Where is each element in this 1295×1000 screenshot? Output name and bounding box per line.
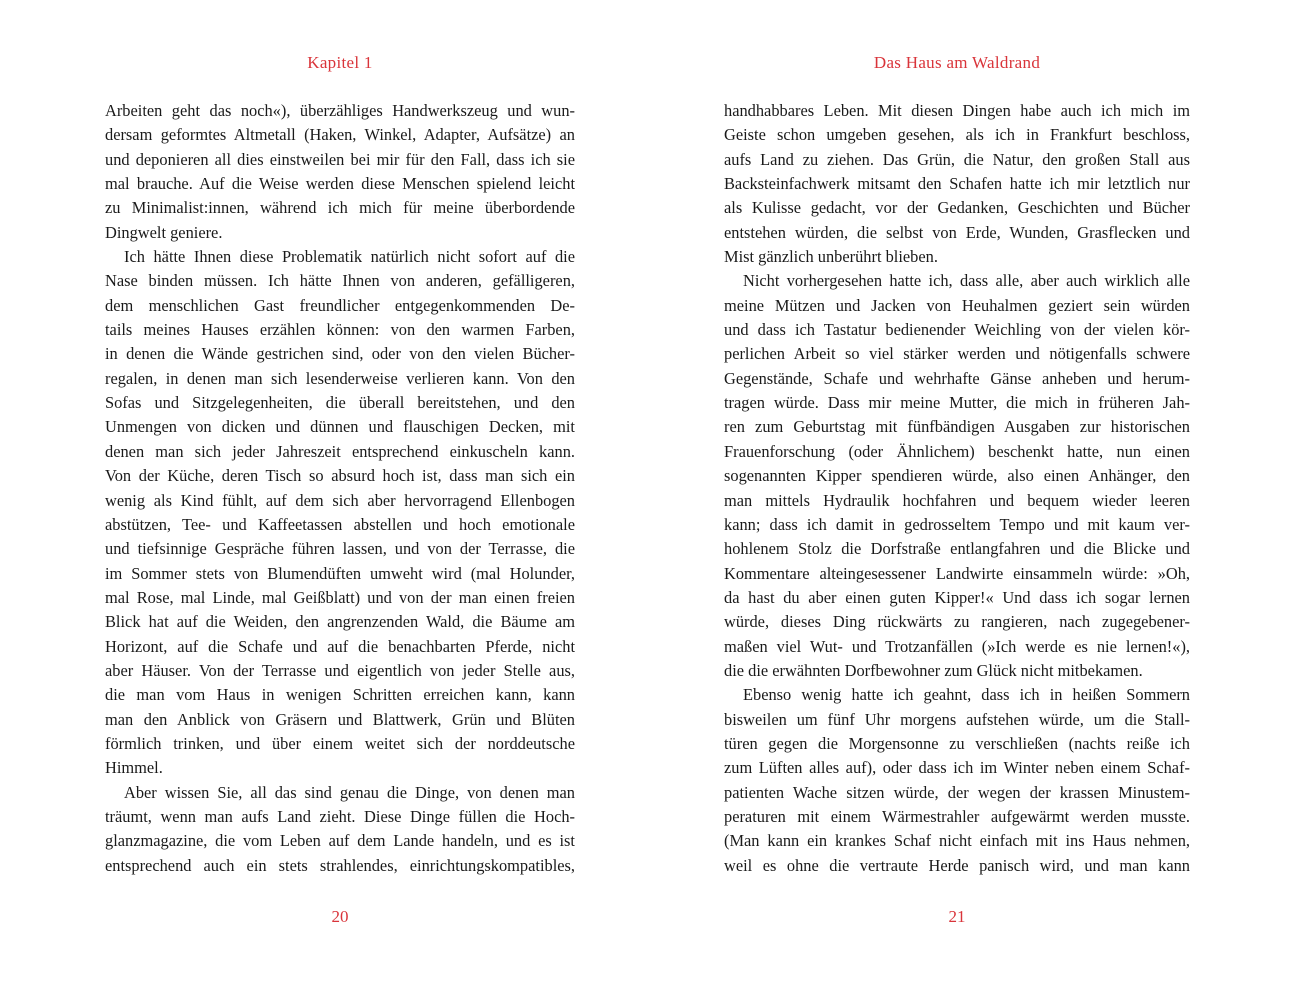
text-line: weil es ohne die vertraute Herde panisch wird, und man kann [724,855,1190,875]
text-line: maßen viel Wut- und Trotzanfällen (»Ich werde es nie lernen!«), [724,636,1190,656]
text-line: Dingwelt geniere. [105,222,223,242]
text-line: Nase binden müssen. Ich hätte Ihnen von anderen, gefälligeren, [105,271,575,291]
right-page [724,0,1190,1000]
text-line: Himmel. [105,758,163,778]
text-line: tragen würde. Dass mir meine Mutter, die mich in früheren Jah- [724,393,1190,413]
paragraph [724,683,1190,878]
text-line: entstehen würden, die selbst von Erde, Wunden, Grasflecken und [724,222,1190,242]
text-line: sogenannten Kipper spendieren würde, also einen Anhänger, den [724,466,1190,486]
text-line: (Man kann ein krankes Schaf nicht einfach mit ins Haus nehmen, [724,831,1190,851]
paragraph [105,99,575,245]
text-line: denen man sich jeder Jahreszeit entsprechend einkuscheln kann. [105,441,575,461]
text-line: als Kulisse gedacht, vor der Gedanken, Geschichten und Bücher [724,198,1190,218]
left-page [105,0,575,1000]
text-line: Ebenso wenig hatte ich geahnt, dass ich in heißen Sommern [743,685,1190,705]
text-line: Blick hat auf die Weiden, den angrenzenden Wald, die Bäume am [105,612,575,632]
text-line: träumt, wenn man aufs Land zieht. Diese Dinge füllen die Hoch- [105,806,575,826]
text-line: und deponieren all dies einstweilen bei mir für den Fall, dass ich sie [105,149,575,169]
text-line: patienten Wache sitzen würde, der wegen der krassen Minustem- [724,782,1190,802]
text-line: peraturen mit einem Wärmestrahler aufgewärmt werden musste. [724,806,1190,826]
text-line: türen gegen die Morgensonne zu verschließen (nachts reiße ich [724,733,1190,753]
text-line: man den Anblick von Gräsern und Blattwerk, Grün und Blüten [105,709,575,729]
text-line: Backsteinfachwerk mitsamt den Schafen hatte ich mir letztlich nur [724,174,1190,194]
text-line: förmlich trinken, und über einem weitet sich der norddeutsche [105,733,575,753]
text-line: Sofas und Sitzgelegenheiten, die überall bereitstehen, und den [105,393,575,413]
text-line: zum Lüften alles auf), oder dass ich im Winter neben einem Schaf- [724,758,1190,778]
text-line: ren zum Geburtstag mit fünfbändigen Ausgaben zur historischen [724,417,1190,437]
running-head-left: Kapitel 1 [307,53,373,72]
text-line: im Sommer stets von Blumendüften umweht wird (mal Holunder, [105,563,575,583]
text-line: wenig als Kind fühlt, auf dem sich aber hervorragend Ellenbogen [105,490,575,510]
text-line: entsprechend auch ein stets strahlendes, einrichtungskompatibles, [105,855,575,875]
text-line: meine Mützen und Jacken von Heuhalmen geziert sein würden [724,295,1190,315]
text-line: und dass ich Tastatur bedienender Weichling von der vielen kör- [724,320,1190,340]
paragraph [724,269,1190,683]
text-line: da hast du aber einen guten Kipper!« Und dass ich sogar lernen [724,587,1190,607]
text-line: Ich hätte Ihnen diese Problematik natürlich nicht sofort auf die [124,247,575,267]
text-line: Unmengen von dicken und dünnen und flauschigen Decken, mit [105,417,575,437]
text-line: bisweilen um fünf Uhr morgens aufstehen würde, um die Stall- [724,709,1190,729]
text-line: mal brauche. Auf die Weise werden diese Menschen spielend leicht [105,174,575,194]
running-head-right: Das Haus am Waldrand [873,53,1041,72]
text-line: kann; dass ich damit in gedrosseltem Tempo und mit kaum ver- [724,514,1190,534]
paragraph [105,245,575,781]
text-line: abstützen, Tee- und Kaffeetassen abstellen und hoch emotionale [105,514,575,534]
body-text-right [724,99,1190,878]
text-line: aber Häuser. Von der Terrasse und eigentlich von jeder Stelle aus, [105,660,575,680]
text-line: Frauenforschung (oder Ähnlichem) beschenkt hatte, nun einen [724,441,1190,461]
text-line: Von der Küche, deren Tisch so absurd hoch ist, dass man sich ein [105,466,575,486]
page-number-right: 21 [948,907,966,926]
text-line: würde, dieses Ding rückwärts zu rangieren, nach zugegebener- [724,612,1190,632]
page-number-left: 20 [331,907,349,926]
text-line: und tiefsinnige Gespräche führen lassen, und von der Terrasse, die [105,539,575,559]
text-line: perlichen Arbeit so viel stärker werden und nötigenfalls schwere [724,344,1190,364]
text-line: Aber wissen Sie, all das sind genau die Dinge, von denen man [124,782,575,802]
text-line: Nicht vorhergesehen hatte ich, dass alle, aber auch wirklich alle [743,271,1190,291]
text-line: Mist gänzlich unberührt blieben. [724,247,938,267]
text-line: Geiste schon umgeben gesehen, als ich in Frankfurt beschloss, [724,125,1190,145]
text-line: dem menschlichen Gast freundlicher entgegenkommenden De- [105,295,575,315]
text-line: zu Minimalist:innen, während ich mich für meine überbordende [105,198,575,218]
body-text-left [105,99,575,878]
text-line: in denen die Wände gestrichen sind, oder von den vielen Bücher- [105,344,575,364]
text-line: die man vom Haus in wenigen Schritten erreichen kann, kann [105,685,575,705]
text-line: tails meines Hauses erzählen können: von den warmen Farben, [105,320,575,340]
text-line: handhabbares Leben. Mit diesen Dingen habe auch ich mich im [724,101,1190,120]
text-line: glanzmagazine, die vom Leben auf dem Lande handeln, und es ist [105,831,575,851]
text-line: dersam geformtes Altmetall (Haken, Winkel, Adapter, Aufsätze) an [105,125,575,145]
text-line: man mittels Hydraulik hochfahren und bequem wieder leeren [724,490,1190,510]
text-line: regalen, in denen man sich lesenderweise verlieren kann. Von den [105,368,575,388]
text-line: die die erwähnten Dorfbewohner zum Glück nicht mitbekamen. [724,660,1143,680]
text-line: Gegenstände, Schafe und wehrhafte Gänse anheben und herum- [724,368,1190,388]
paragraph [724,99,1190,269]
text-line: Kommentare alteingesessener Landwirte einsammeln würde: »Oh, [724,563,1190,583]
text-line: mal Rose, mal Linde, mal Geißblatt) und von der man einen freien [105,587,575,607]
text-line: Horizont, auf die Schafe und auf die benachbarten Pferde, nicht [105,636,575,656]
paragraph [105,781,575,878]
text-line: Arbeiten geht das noch«), überzähliges Handwerkszeug und wun- [105,101,575,120]
text-line: hohlenem Stolz die Dorfstraße entlangfahren und die Blicke und [724,539,1190,559]
text-line: aufs Land zu ziehen. Das Grün, die Natur, den großen Stall aus [724,149,1190,169]
